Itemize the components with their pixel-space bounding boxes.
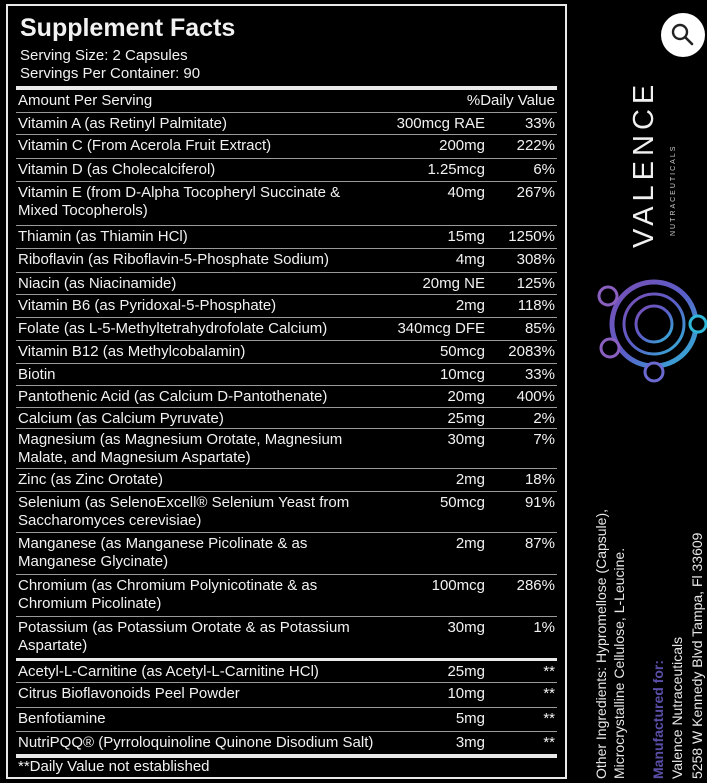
nutrient-daily-value: 286% <box>516 577 555 594</box>
nutrient-row <box>16 407 557 429</box>
nutrient-daily-value: 2% <box>533 410 555 427</box>
nutrient-amount: 15mg <box>447 228 485 245</box>
nutrient-amount: 20mg <box>447 388 485 405</box>
nutrient-name: Vitamin B12 (as Methylcobalamin) <box>18 343 246 360</box>
nutrient-amount: 5mg <box>455 710 485 727</box>
nutrient-row <box>16 658 557 685</box>
nutrient-row <box>16 181 557 226</box>
nutrient-row <box>16 707 557 732</box>
nutrient-amount: 1.25mcg <box>427 161 485 178</box>
nutrient-row <box>16 158 557 182</box>
header-daily-value: %Daily Value <box>466 92 555 109</box>
nutrient-name: Vitamin B6 (as Pyridoxal-5-Phosphate) <box>18 297 277 314</box>
manufacturer-address: 5258 W Kennedy Blvd Tampa, Fl 33609 <box>689 532 705 779</box>
servings-per-container: Servings Per Container: 90 <box>20 65 201 82</box>
nutrient-row <box>16 294 557 318</box>
nutrient-amount: 200mg <box>439 137 485 154</box>
nutrient-amount: 340mcg DFE <box>397 320 485 337</box>
nutrient-amount: 10mcg <box>439 366 485 383</box>
nutrient-daily-value: 125% <box>516 275 555 292</box>
nutrient-row <box>16 272 557 295</box>
brand-name: VALENCE <box>628 79 660 248</box>
nutrient-daily-value: 118% <box>517 297 555 314</box>
nutrient-amount: 50mcg <box>439 494 485 511</box>
nutrient-name: Biotin <box>18 366 56 383</box>
nutrient-amount: 2mg <box>455 297 485 314</box>
nutrient-daily-value: 18% <box>524 471 555 488</box>
brand-subtitle: NUTRACEUTICALS <box>670 144 677 236</box>
nutrient-name: Vitamin E (from D-Alpha Tocopheryl Succinate & Mixed Tocopherols) <box>18 184 341 219</box>
nutrient-daily-value: 6% <box>533 161 555 178</box>
nutrient-row <box>16 428 557 469</box>
nutrient-row <box>16 574 557 617</box>
nutrient-daily-value: 1250% <box>508 228 555 245</box>
nutrient-name: Potassium (as Potassium Orotate & as Potassium Aspartate) <box>18 619 350 654</box>
nutrient-amount: 10mg <box>447 685 485 702</box>
nutrient-name: Manganese (as Manganese Picolinate & as Manganese Glycinate) <box>18 535 308 570</box>
nutrient-name: Citrus Bioflavonoids Peel Powder <box>18 685 240 702</box>
nutrient-daily-value: 33% <box>524 115 555 132</box>
nutrient-amount: 30mg <box>447 619 485 636</box>
nutrient-row <box>16 225 557 249</box>
nutrient-row <box>16 112 557 135</box>
other-ingredients-line2: Microcrystalline Cellulose, L-Leucine. <box>611 547 627 779</box>
nutrient-name: Selenium (as SelenoExcell® Selenium Yeast from Saccharomyces cerevisiae) <box>18 494 350 529</box>
manufacturer-name: Valence Nutraceuticals <box>669 636 685 779</box>
nutrient-daily-value: 33% <box>524 366 555 383</box>
nutrient-daily-value: 91% <box>524 494 555 511</box>
nutrient-row <box>16 532 557 575</box>
nutrient-name: Folate (as L-5-Methyltetrahydrofolate Calcium) <box>18 320 328 337</box>
nutrient-daily-value: ** <box>543 710 555 727</box>
nutrient-amount: 50mcg <box>439 343 485 360</box>
nutrient-daily-value: 2083% <box>508 343 555 360</box>
nutrient-amount: 4mg <box>455 251 485 268</box>
nutrient-daily-value: ** <box>543 734 555 751</box>
nutrient-daily-value: 85% <box>524 320 555 337</box>
nutrient-amount: 25mg <box>447 663 485 680</box>
nutrient-row <box>16 468 557 492</box>
nutrient-name: Vitamin A (as Retinyl Palmitate) <box>18 115 227 132</box>
nutrient-row <box>16 248 557 273</box>
other-ingredients-line1: Other Ingredients: Hypromellose (Capsule), <box>593 508 609 779</box>
nutrient-daily-value: ** <box>543 663 555 680</box>
nutrient-daily-value: 222% <box>516 137 555 154</box>
nutrient-row <box>16 317 557 341</box>
nutrient-row <box>16 491 557 533</box>
manufacturer-label: Manufactured for: <box>650 660 666 779</box>
nutrient-name: Vitamin C (From Acerola Fruit Extract) <box>18 137 272 154</box>
column-header <box>16 90 557 112</box>
nutrient-name: Pantothenic Acid (as Calcium D-Pantothenate) <box>18 388 328 405</box>
nutrient-name: Zinc (as Zinc Orotate) <box>18 471 164 488</box>
nutrient-name: Magnesium (as Magnesium Orotate, Magnesium Malate, and Magnesium Aspartate) <box>18 431 343 466</box>
nutrient-amount: 20mg NE <box>422 275 485 292</box>
nutrient-amount: 30mg <box>447 431 485 448</box>
nutrient-amount: 3mg <box>455 734 485 751</box>
search-icon <box>661 13 705 57</box>
nutrient-daily-value: ** <box>543 685 555 702</box>
nutrient-name: Calcium (as Calcium Pyruvate) <box>18 410 224 427</box>
nutrient-daily-value: 1% <box>533 619 555 636</box>
nutrient-amount: 2mg <box>455 535 485 552</box>
nutrient-amount: 40mg <box>447 184 485 201</box>
nutrient-row <box>16 731 557 755</box>
nutrient-amount: 100mcg <box>431 577 485 594</box>
nutrient-name: Chromium (as Chromium Polynicotinate & as Chromium Picolinate) <box>18 577 318 612</box>
nutrient-name: Benfotiamine <box>18 710 106 727</box>
serving-size: Serving Size: 2 Capsules <box>20 47 188 64</box>
nutrient-row <box>16 385 557 408</box>
header-amount-per-serving: Amount Per Serving <box>18 92 153 109</box>
nutrient-row <box>16 363 557 386</box>
nutrient-daily-value: 87% <box>524 535 555 552</box>
nutrient-row <box>16 616 557 659</box>
footnote: **Daily Value not established <box>18 758 210 775</box>
nutrient-name: Acetyl-L-Carnitine (as Acetyl-L-Carnitine HCl) <box>18 663 319 680</box>
brand-logo <box>594 266 707 384</box>
nutrient-amount: 300mcg RAE <box>396 115 485 132</box>
nutrient-daily-value: 7% <box>533 431 555 448</box>
nutrient-name: Thiamin (as Thiamin HCl) <box>18 228 188 245</box>
nutrient-amount: 25mg <box>447 410 485 427</box>
nutrient-daily-value: 400% <box>516 388 555 405</box>
panel-title: Supplement Facts <box>20 14 236 42</box>
nutrient-name: NutriPQQ® (Pyrroloquinoline Quinone Disodium Salt) <box>18 734 374 751</box>
nutrient-name: Niacin (as Niacinamide) <box>18 275 177 292</box>
nutrient-name: Vitamin D (as Cholecalciferol) <box>18 161 216 178</box>
nutrient-daily-value: 308% <box>516 251 555 268</box>
nutrient-name: Riboflavin (as Riboflavin-5-Phosphate Sodium) <box>18 251 329 268</box>
nutrient-row <box>16 340 557 364</box>
nutrient-amount: 2mg <box>455 471 485 488</box>
nutrient-row <box>16 134 557 159</box>
supplement-facts-panel <box>6 4 567 779</box>
nutrient-daily-value: 267% <box>516 184 555 201</box>
search-button[interactable] <box>661 13 705 57</box>
nutrient-row <box>16 682 557 708</box>
